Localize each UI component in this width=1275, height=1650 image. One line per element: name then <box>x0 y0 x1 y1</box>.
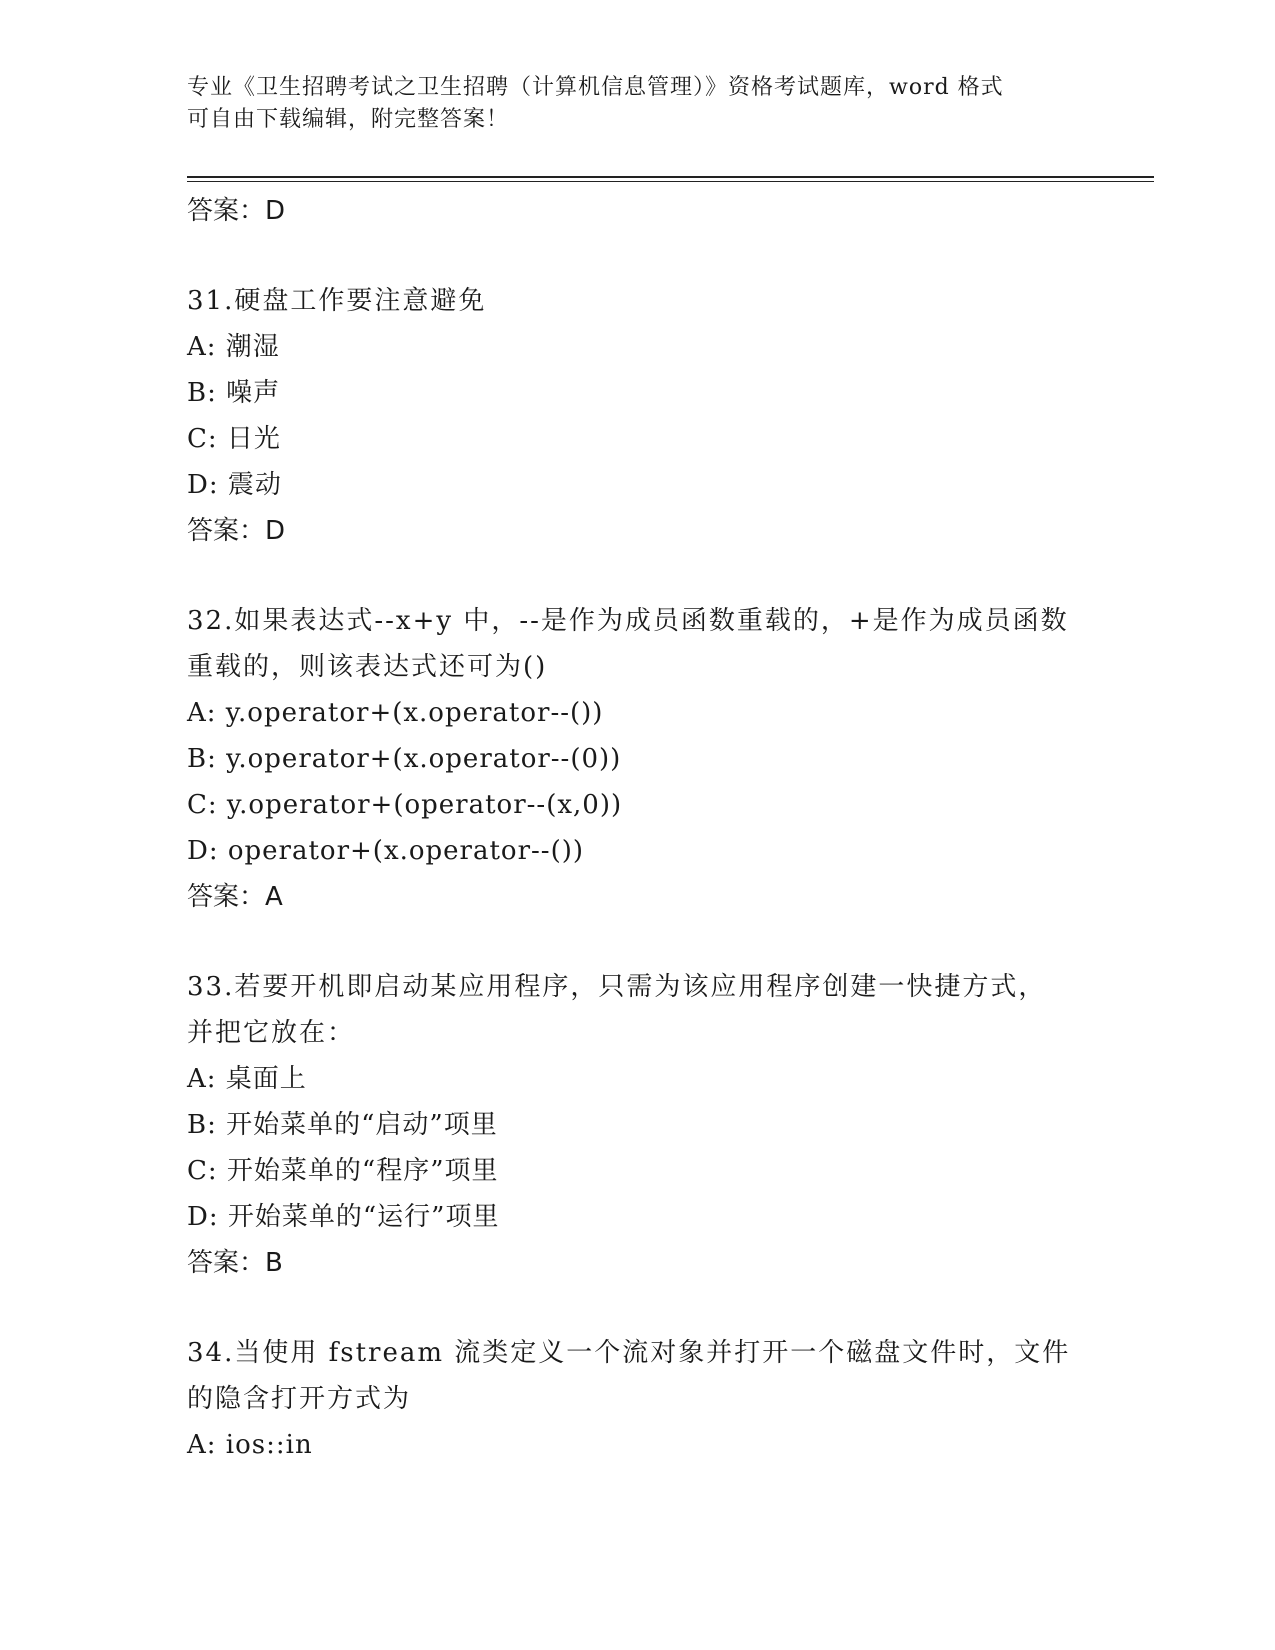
option-d: D: operator+(x.operator--()) <box>187 836 585 866</box>
answer-label: 答案：B <box>187 1248 283 1278</box>
option-d: D: 震动 <box>187 470 282 500</box>
question-32 <box>187 598 1087 920</box>
option-d: D: 开始菜单的“运行”项里 <box>187 1202 500 1232</box>
question-stem-line: 重载的，则该表达式还可为() <box>187 652 548 682</box>
previous-answer: 答案：D <box>187 196 286 226</box>
option-c: C: y.operator+(operator--(x,0)) <box>187 790 623 820</box>
option-a: A: 桌面上 <box>187 1064 307 1094</box>
question-stem-line: 34.当使用 fstream 流类定义一个流对象并打开一个磁盘文件时，文件 <box>187 1338 1071 1368</box>
option-b: B: y.operator+(x.operator--(0)) <box>187 744 622 774</box>
option-b: B: 开始菜单的“启动”项里 <box>187 1110 498 1140</box>
option-b: B: 噪声 <box>187 378 281 408</box>
page-header <box>187 72 1087 136</box>
question-33 <box>187 964 1087 1286</box>
question-31 <box>187 278 1087 554</box>
question-stem <box>187 278 1087 324</box>
question-stem-line: 并把它放在： <box>187 1018 356 1048</box>
option-a: A: ios::in <box>187 1430 313 1460</box>
option-c: C: 开始菜单的“程序”项里 <box>187 1156 499 1186</box>
question-stem <box>187 1330 1087 1422</box>
question-stem <box>187 598 1087 690</box>
header-divider-thick <box>187 176 1154 178</box>
question-stem-line: 的隐含打开方式为 <box>187 1384 412 1414</box>
header-line-1: 专业《卫生招聘考试之卫生招聘（计算机信息管理）》资格考试题库，word 格式 <box>187 75 1004 100</box>
question-stem <box>187 964 1087 1056</box>
question-stem-line: 31.硬盘工作要注意避免 <box>187 286 487 316</box>
option-c: C: 日光 <box>187 424 281 454</box>
option-a: A: y.operator+(x.operator--()) <box>187 698 604 728</box>
question-list <box>187 188 1087 1468</box>
question-34 <box>187 1330 1087 1468</box>
question-stem-line: 32.如果表达式--x+y 中，--是作为成员函数重载的，+是作为成员函数 <box>187 606 1069 636</box>
header-divider-thin <box>187 181 1154 182</box>
header-line-2: 可自由下载编辑，附完整答案！ <box>187 107 510 132</box>
option-a: A: 潮湿 <box>187 332 280 362</box>
answer-label: 答案：D <box>187 516 286 546</box>
question-stem-line: 33.若要开机即启动某应用程序，只需为该应用程序创建一快捷方式， <box>187 972 1047 1002</box>
answer-label: 答案：A <box>187 882 283 912</box>
